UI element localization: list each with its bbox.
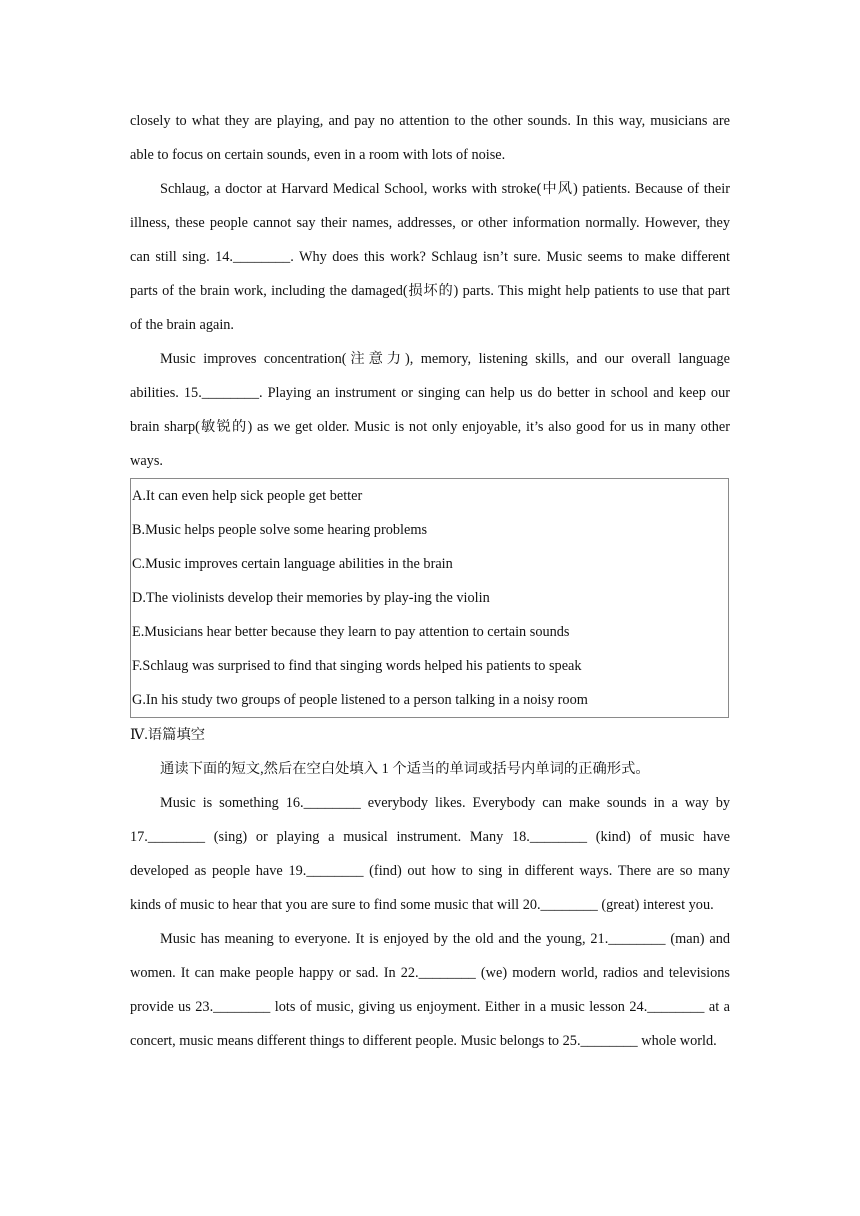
option-b: B.Music helps people solve some hearing problems <box>132 522 428 538</box>
option-d: D.The violinists develop their memories by play-ing the violin <box>132 590 490 606</box>
cloze-paragraph-1: Music is something 16.________ everybody likes. Everybody can make sounds in a way by 17.________ (sing) or playing a musical instrument. Many 18.________ (kind) of music have developed as people have 19.________ (find) out how to sing in different ways. There are so many kinds of music to hear that you are sure to find some music that will 20.________ (great) interest you. <box>130 795 730 913</box>
section-title: Ⅳ.语篇填空 <box>130 727 206 743</box>
option-a: A.It can even help sick people get better <box>132 488 363 504</box>
reading-paragraph-3: Music improves concentration(注意力), memory, listening skills, and our overall language abilities. 15.________. Playing an instrument or singing can help us do better in school and keep our brain sharp(敏锐的) as we get older. Music is not only enjoyable, it’s also good for us in many other ways. <box>130 351 730 469</box>
option-e: E.Musicians hear better because they learn to pay attention to certain sounds <box>132 624 570 640</box>
reading-paragraph-2: Schlaug, a doctor at Harvard Medical School, works with stroke(中风) patients. Because of their illness, these people cannot say their names, addresses, or other information normally. However, they can still sing. 14.________. Why does this work? Schlaug isn’t sure. Music seems to make different parts of the brain work, including the damaged(损坏的) parts. This might help patients to use that part of the brain again. <box>130 181 730 333</box>
option-f: F.Schlaug was surprised to find that singing words helped his patients to speak <box>132 658 582 674</box>
reading-paragraph-1: closely to what they are playing, and pay no attention to the other sounds. In this way, musicians are able to focus on certain sounds, even in a room with lots of noise. <box>130 113 730 163</box>
option-c: C.Music improves certain language abilities in the brain <box>132 556 453 572</box>
options-box <box>130 478 729 718</box>
option-g: G.In his study two groups of people listened to a person talking in a noisy room <box>132 692 588 708</box>
section-instruction: 通读下面的短文,然后在空白处填入 1 个适当的单词或括号内单词的正确形式。 <box>160 761 650 777</box>
document-page <box>130 104 730 1058</box>
cloze-paragraph-2: Music has meaning to everyone. It is enjoyed by the old and the young, 21.________ (man) and women. It can make people happy or sad. In 22.________ (we) modern world, radios and televisions provide us 23.________ lots of music, giving us enjoyment. Either in a music lesson 24.________ at a concert, music means different things to different people. Music belongs to 25.________ whole world. <box>130 931 730 1049</box>
